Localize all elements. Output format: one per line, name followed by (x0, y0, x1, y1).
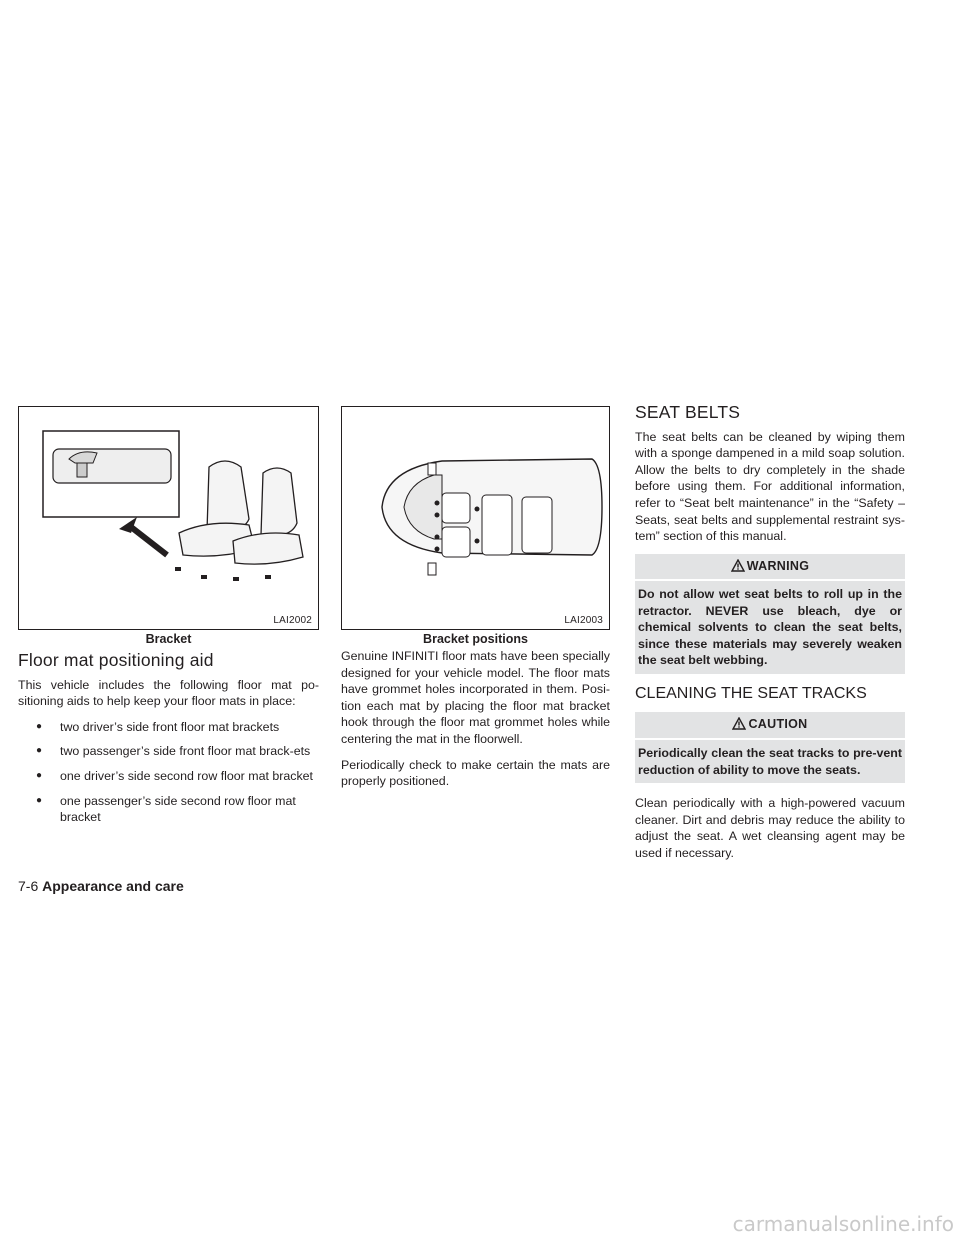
list-item: ● two passenger’s side front floor mat brack-ets (18, 743, 319, 760)
caution-label: CAUTION (748, 717, 808, 732)
body-paragraph: Clean periodically with a high-powered vacuum cleaner. Dirt and debris may reduce the ability to adjust the seat. A wet cleansing agent may be used if necessary. (635, 796, 905, 860)
page-footer (18, 878, 184, 894)
intro-paragraph: This vehicle includes the following floor mat po-sitioning aids to help keep your floor mats in place: (18, 677, 319, 709)
warning-label: WARNING (746, 558, 810, 573)
section-heading: Floor mat positioning aid (18, 650, 214, 670)
section-name: Appearance and care (42, 878, 184, 894)
bracket-list (18, 719, 319, 826)
warning-text: Do not allow wet seat belts to roll up in the retractor. NEVER use bleach, dye or chemical solvents to clean the seat belts, since these materials may severely weaken the seat belt webbing. (635, 579, 905, 674)
list-item: ● two driver’s side front floor mat brackets (18, 719, 319, 736)
warning-header (635, 554, 905, 580)
figure-code: LAI2003 (564, 615, 603, 626)
body-paragraph: Periodically check to make certain the mats are properly positioned. (341, 757, 610, 789)
bracket-illustration (19, 407, 318, 629)
body-paragraph: The seat belts can be cleaned by wiping them with a sponge dampened in a mild soap solution. Allow the belts to dry completely in the shade before using them. For additional information, refer to “Seat belt maintenance” in the “Safety – Seats, seat belts and supplemental restraint sys-tem” section of this manual. (635, 429, 905, 544)
body-paragraph: Genuine INFINITI floor mats have been specially designed for your vehicle model. The floor mats have grommet holes incorporated in them. Posi-tion each mat by placing the floor mat bracket hook through the floor mat grommet holes while centering the mat in the floorwell. (341, 649, 610, 746)
watermark-text: carmanualsonline.info (732, 1212, 954, 1236)
figure-bracket-positions (341, 406, 610, 630)
figure-caption: Bracket (145, 632, 192, 646)
section-heading: SEAT BELTS (635, 402, 741, 422)
vehicle-top-view-illustration (342, 407, 609, 629)
figure-caption: Bracket positions (423, 632, 528, 646)
column-genuine-mats (341, 648, 610, 799)
caution-header (635, 712, 905, 738)
figure-bracket (18, 406, 319, 630)
page-number: 7-6 (18, 878, 39, 894)
caution-box (635, 712, 905, 783)
list-item: ● one passenger’s side second row floor mat bracket (18, 793, 319, 826)
warning-triangle-icon (731, 559, 745, 577)
warning-triangle-icon (732, 717, 746, 735)
column-seat-belts (635, 404, 905, 870)
figure-code: LAI2002 (273, 615, 312, 626)
caution-text: Periodically clean the seat tracks to pre-vent reduction of ability to move the seats. (635, 738, 905, 783)
section-heading: CLEANING THE SEAT TRACKS (635, 684, 867, 702)
column-floor-mat (18, 652, 319, 834)
warning-box (635, 554, 905, 674)
list-item: ● one driver’s side second row floor mat bracket (18, 768, 319, 785)
